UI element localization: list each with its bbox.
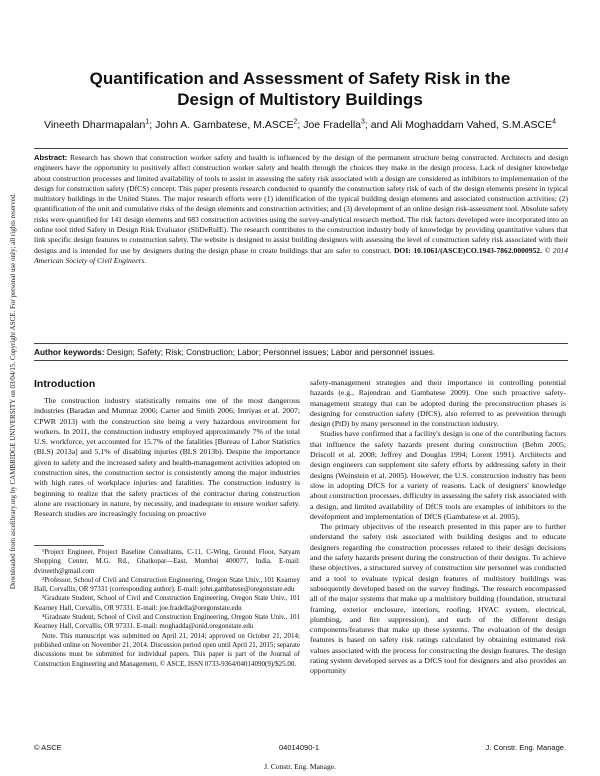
abstract-bottom-rule: [34, 343, 568, 344]
abstract-text: Research has shown that construction worker safety and health is influenced by the design of the permanent structure being constructed. Architects and design engineers have the opportunity to positively affect construction worker safety and health through the choices they make in the design process. Lack of designer knowledge about construction processes and limited availability of tools to assist in assessing the safety risk associated with a design are considered as inhibitors to implementation of the design for construction safety (DfCS) concept. This paper presents research conducted to quantify the construction safety risk of each of the design elements present in typical multistory buildings in the United States. The major research efforts were (1) identification of the typical building design elements and associated construction activities; (2) quantification of the unit and cumulative risks of the design elements and construction activities; and (3) development of an online design risk-assessment tool. Absolute safety risks were quantified for 141 design elements and 683 construction activities using the survey-analytical research method. The risk factors developed were incorporated into an online tool titled Safety in Design Risk Evaluator (SliDeRulE). The research contributes to the construction industry body of knowledge by providing quantitative values that link specific design features to construction safety. The website is designed to assist building designers with assessing the level of construction safety risk associated with their designs and is intended for use by designers during the design phase to create buildings that are safer to construct.: [34, 153, 568, 255]
paragraph: Studies have confirmed that a facility's design is one of the contributing factors that influence the safety hazards present during construction (Behm 2005; Driscoll et al. 2008; Jeffrey and Douglas 1994; Lorent 1991). Architects and design engineers can supplement site safety efforts by addressing safety in their designs (Weinstein et al. 2005). However, the U.S. construction industry has been slow in adopting DfCS for a variety of reasons. Lack of designers' knowledge about construction processes, difficulty in assessing the safety risk associated with a design, and limited availability of DfCS tools are examples of inhibitors to the development and implementation of DfCS (Gambatese et al. 2005).: [310, 429, 566, 521]
left-column: [34, 396, 300, 520]
author-list: [30, 118, 570, 131]
download-notice: Downloaded from ascelibrary.org by CAMBRIDGE UNIVERSITY on 03/04/15. Copyright ASCE. For personal use only; all rights reserved.: [9, 192, 17, 590]
footnotes: [34, 548, 300, 669]
submission-note: Note. This manuscript was submitted on April 21, 2014; approved on October 21, 2014; published online on November 21, 2014. Discussion period open until April 21, 2015; separate discussions must be submitted for individual papers. This paper is part of the Journal of Construction Engineering and Management, © ASCE, ISSN 0733-9364/04014090(9)/$25.00.: [34, 631, 300, 668]
footnote-2: ²Professor, School of Civil and Construction Engineering, Oregon State Univ., 101 Kearney Hall, Corvallis, OR 97331 (corresponding author). E-mail: john.gambatese@oregonstate.edu: [34, 575, 300, 594]
author-4: and Ali Moghaddam Vahed, S.M.ASCE$^4$: [370, 118, 556, 131]
author-3: Joe Fradella$^3$;: [303, 118, 371, 131]
paragraph: safety-management strategies and their importance in controlling potential hazards (e.g., Rajendran and Gambatese 2009). One such proactive safety-management strategy that can be adopted during the preconstruction phases is designing for construction safety (DfCS), also referred to as prevention through design (PtD) by many personnel in the construction industry.: [310, 378, 566, 429]
copyright: © 2014 American Society of Civil Engineers.: [34, 245, 568, 265]
footer-copyright: © ASCE: [34, 743, 62, 752]
bottom-journal-line: J. Constr. Eng. Manage.: [264, 762, 336, 771]
author-1: Vineeth Dharmapalan$^1$;: [44, 118, 156, 131]
keywords-label: Author keywords:: [34, 347, 105, 357]
footnote-3: ³Graduate Student, School of Civil and Construction Engineering, Oregon State Univ., 101 Kearney Hall, Corvallis, OR 97331. E-mail: joe.fradella@oregonstate.edu: [34, 594, 300, 612]
abstract-label: Abstract:: [34, 153, 68, 162]
section-heading-introduction: Introduction: [34, 378, 96, 390]
paragraph: The primary objectives of the research presented in this paper are to further understand the safety risk associated with building designs and to educate designers regarding the construction processes related to their design decisions and the safety hazards present during the construction of their designs. To achieve these objectives, a structured survey of construction site personnel was conducted and a tool to evaluate typical design features of multistory buildings was subsequently developed based on the survey findings. The research encompassed all of the major systems that make up a multistory building (foundation, structural framing, exterior enclosure, interiors, roofing, HVAC system, electrical, plumbing, and fire suppression), and each of the different design components/features that make up these systems. The evaluation of the design features is based on safety risk ratings calculated by obtaining estimated risk values associated with the process for constructing the design features. The design rating system developed serves as a DfCS tool for designers and also provides an opportunity: [310, 522, 566, 676]
footnote-1: ¹Project Engineer, Project Baseline Consultants, C-11, C-Wing, Ground Floor, Satyam Shopping Center, M.G. Rd., Ghatkopar—East, Mumbai 400077, India. E-mail: dvineeth@gmail.com: [34, 548, 300, 575]
keywords-rule: [34, 360, 568, 361]
footer-page-id: 04014090-1: [279, 743, 320, 752]
paper-title: Quantification and Assessment of Safety Risk in the Design of Multistory Buildings: [89, 69, 511, 109]
keywords-text: Design; Safety; Risk; Construction; Labor; Personnel issues; Labor and personnel issues.: [104, 347, 436, 357]
paragraph: The construction industry statistically remains one of the most dangerous industries (Baradan and Mumtaz 2006; Carter and Smith 2006; Imriyas et al. 2007; CPWR 2013) with the construction site being a very hazardous environment for workers. In 2011, the construction industry employed approximately 7% of the total U.S. workforce, yet accounted for 15.7% of the fatalities [Bureau of Labor Statistics (BLS) 2013a] and 5.1% of disabling injuries (BLS 2013b). Despite the importance given to safety and the increased safety and health-management activities adopted on construction sites, the construction sector is consistently among the major industries with high rates of workplace injuries and fatalities. The construction industry is beginning to realize that the safety practices of the contractor during construction alone are reactionary in nature, by necessity, and inadequate to ensure worker safety. Research studies are increasingly focusing on proactive: [34, 396, 300, 519]
footnote-4: ⁴Graduate Student, School of Civil and Construction Engineering, Oregon State Univ., 101 Kearney Hall, Corvallis, OR 97331. E-mail: moghadda@onid.oregonstate.edu: [34, 613, 300, 631]
author-2: John A. Gambatese, M.ASCE$^2$;: [155, 118, 304, 131]
right-column: [310, 378, 566, 677]
footer-journal: J. Constr. Eng. Manage.: [485, 743, 566, 752]
author-keywords: [34, 347, 568, 357]
abstract-top-rule: [34, 148, 568, 149]
footnote-rule: [34, 545, 104, 546]
abstract: [34, 153, 568, 266]
doi-link[interactable]: DOI: 10.1061/(ASCE)CO.1943-7862.0000952.: [393, 245, 543, 255]
